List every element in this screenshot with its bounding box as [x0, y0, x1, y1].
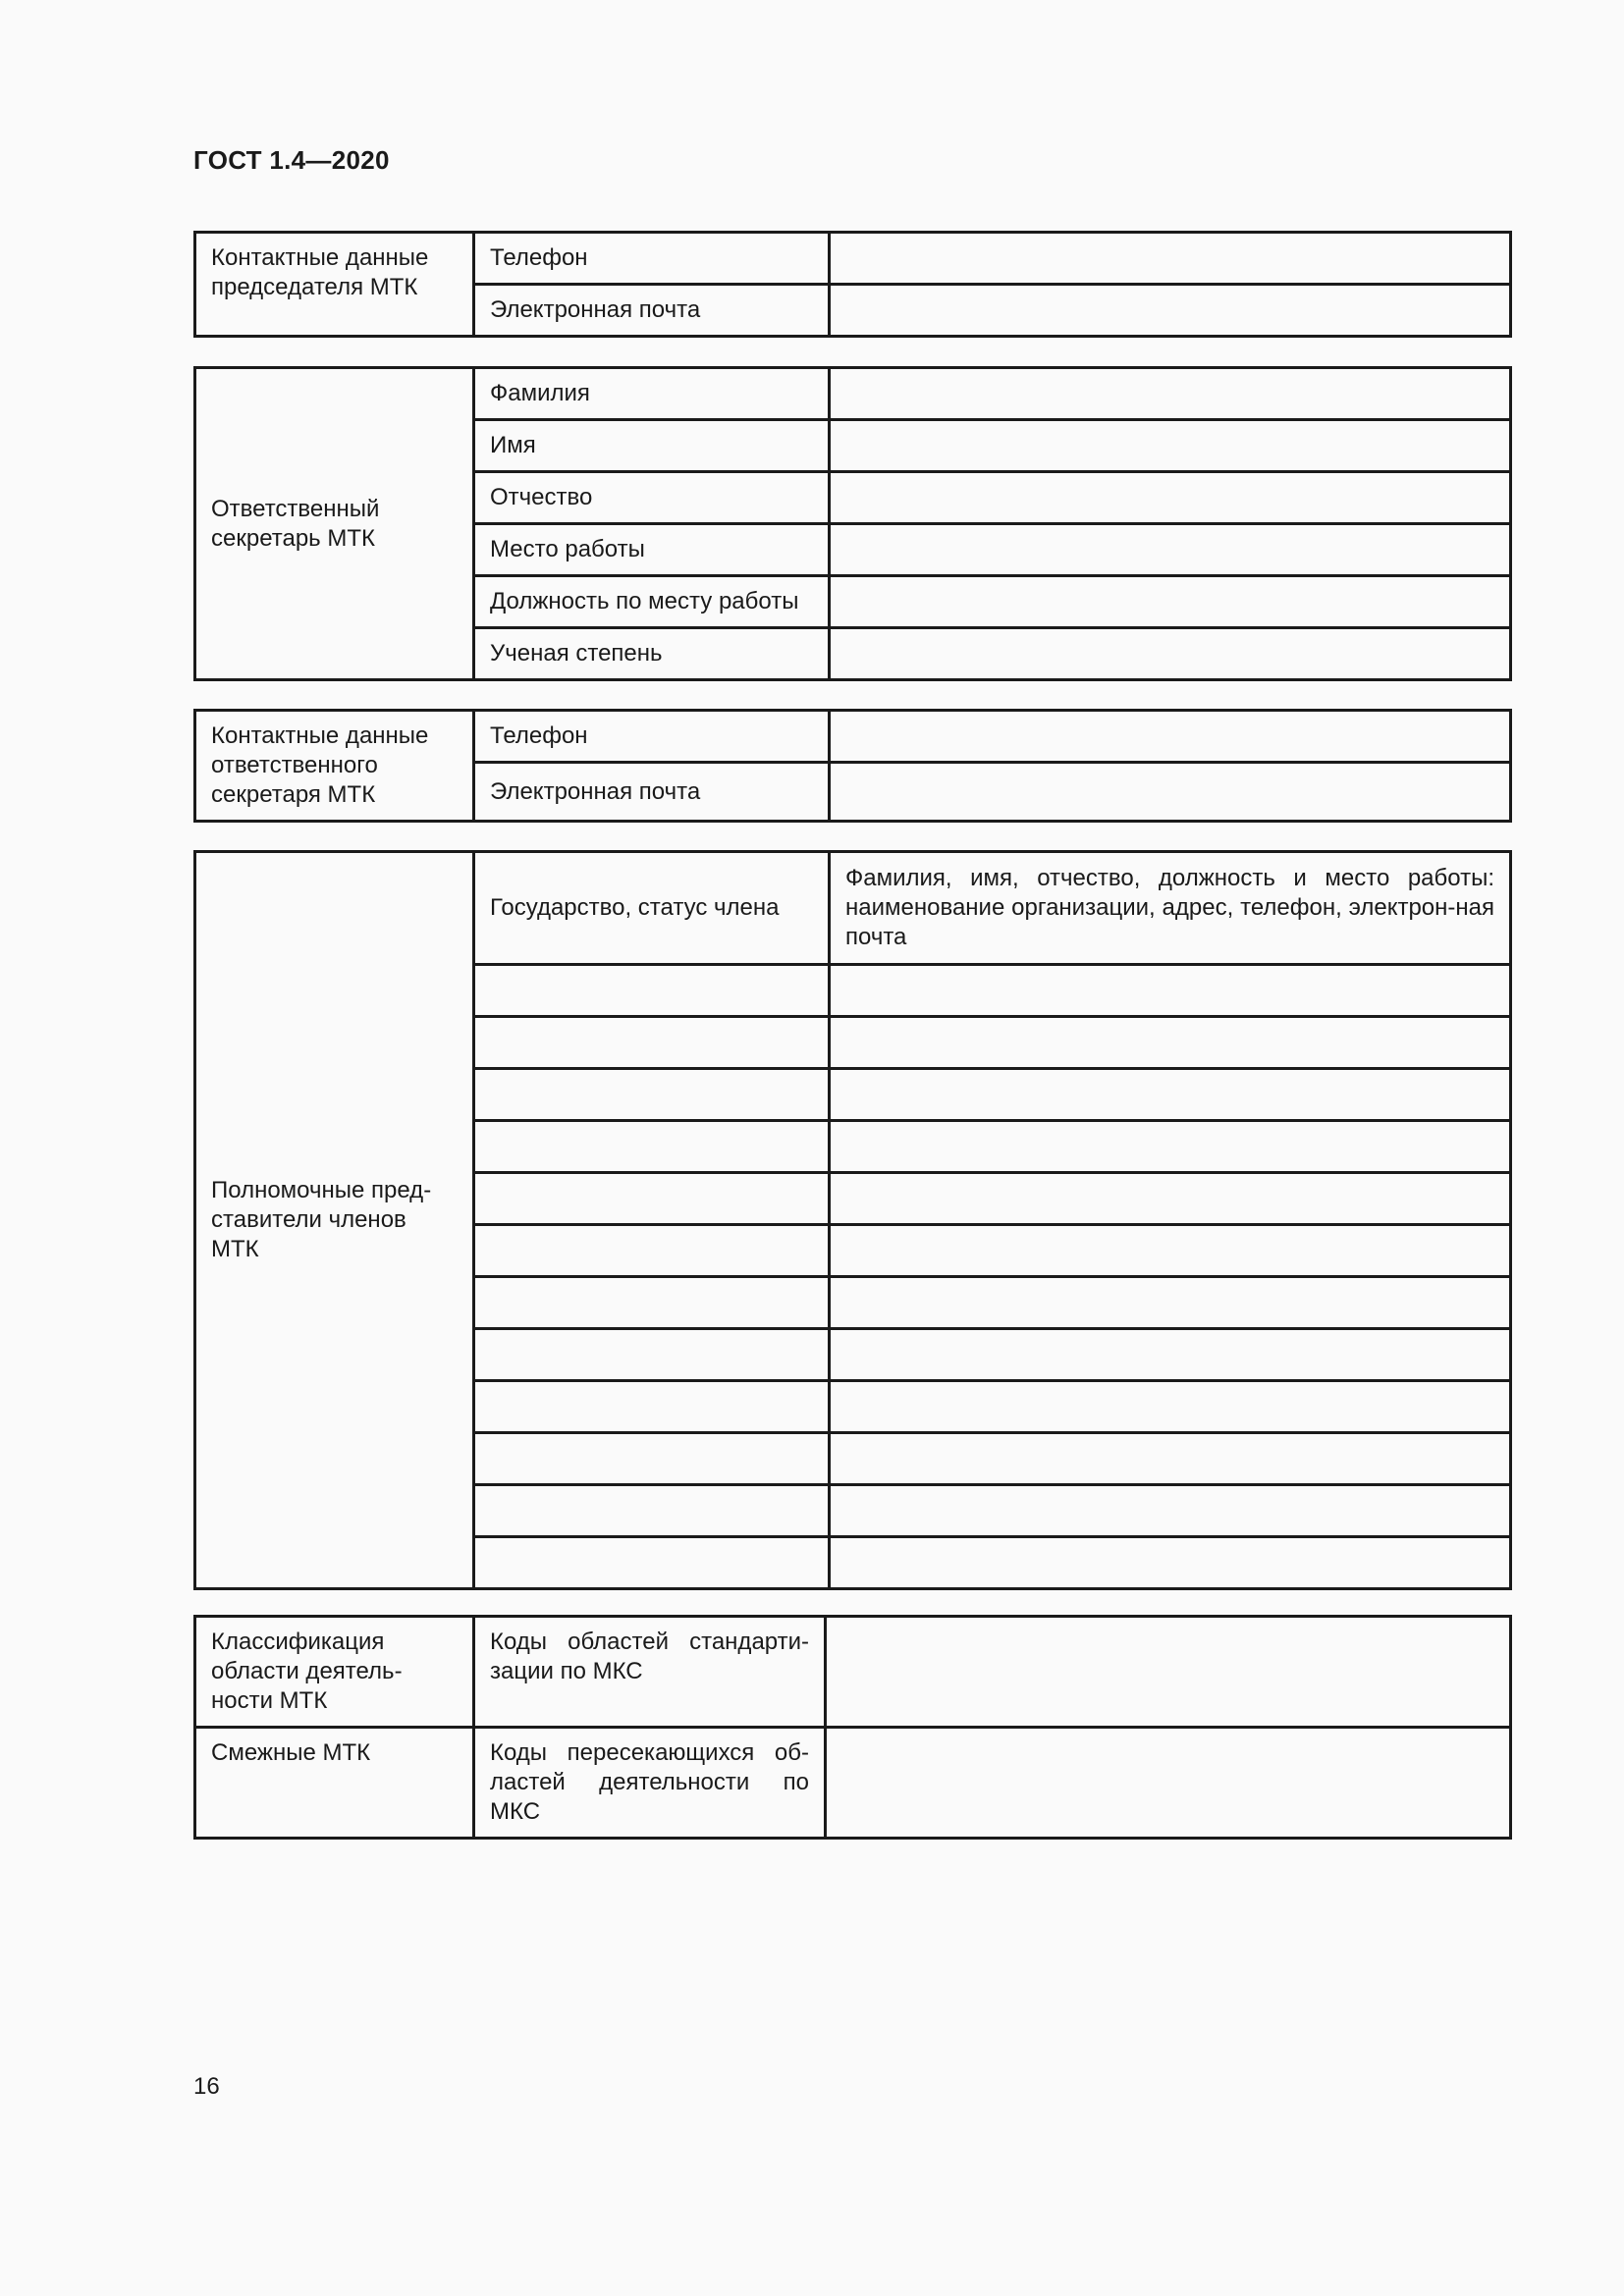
member-person-cell[interactable]: [830, 1225, 1511, 1277]
chairman-contacts-label: Контактные данные председателя МТК: [195, 233, 474, 337]
adjacent-tc-label: Смежные МТК: [195, 1728, 474, 1839]
field-label-name: Имя: [474, 420, 830, 472]
member-person-cell[interactable]: [830, 1277, 1511, 1329]
members-table: [193, 850, 1512, 1590]
member-state-cell[interactable]: [474, 965, 830, 1017]
member-person-cell[interactable]: [830, 1433, 1511, 1485]
member-person-cell[interactable]: [830, 1329, 1511, 1381]
value-cell-email[interactable]: [830, 285, 1511, 337]
field-label-degree: Ученая степень: [474, 628, 830, 680]
classification-table: [193, 1615, 1512, 1840]
member-state-cell[interactable]: [474, 1225, 830, 1277]
member-state-cell[interactable]: [474, 1433, 830, 1485]
member-person-cell[interactable]: [830, 1017, 1511, 1069]
value-cell-name[interactable]: [830, 420, 1511, 472]
field-label-surname: Фамилия: [474, 368, 830, 420]
value-cell-workplace[interactable]: [830, 524, 1511, 576]
member-person-cell[interactable]: [830, 1121, 1511, 1173]
value-cell-email[interactable]: [830, 763, 1511, 822]
column-header-state: Государство, статус члена: [474, 852, 830, 965]
member-state-cell[interactable]: [474, 1537, 830, 1589]
member-person-cell[interactable]: [830, 1173, 1511, 1225]
field-label-email: Электронная почта: [474, 763, 830, 822]
value-cell-phone[interactable]: [830, 711, 1511, 763]
value-cell-position[interactable]: [830, 576, 1511, 628]
document-header: ГОСТ 1.4—2020: [193, 145, 390, 175]
page-number: 16: [193, 2073, 220, 2100]
members-label: Полномочные пред-ставители членов МТК: [195, 852, 474, 1589]
member-state-cell[interactable]: [474, 1069, 830, 1121]
field-label-email: Электронная почта: [474, 285, 830, 337]
member-person-cell[interactable]: [830, 1069, 1511, 1121]
member-state-cell[interactable]: [474, 1329, 830, 1381]
field-label-mks-codes: Коды областей стандарти-зации по МКС: [474, 1617, 826, 1728]
field-label-phone: Телефон: [474, 711, 830, 763]
member-state-cell[interactable]: [474, 1173, 830, 1225]
field-label-workplace: Место работы: [474, 524, 830, 576]
value-cell-degree[interactable]: [830, 628, 1511, 680]
chairman-contacts-table: [193, 231, 1512, 338]
member-state-cell[interactable]: [474, 1121, 830, 1173]
field-label-position: Должность по месту работы: [474, 576, 830, 628]
value-cell-patronymic[interactable]: [830, 472, 1511, 524]
value-cell-overlap-codes[interactable]: [826, 1728, 1511, 1839]
value-cell-mks-codes[interactable]: [826, 1617, 1511, 1728]
field-label-patronymic: Отчество: [474, 472, 830, 524]
value-cell-surname[interactable]: [830, 368, 1511, 420]
member-state-cell[interactable]: [474, 1485, 830, 1537]
column-header-person: Фамилия, имя, отчество, должность и место работы: наименование организации, адрес, телефон, электрон-ная почта: [830, 852, 1511, 965]
field-label-phone: Телефон: [474, 233, 830, 285]
member-state-cell[interactable]: [474, 1017, 830, 1069]
member-person-cell[interactable]: [830, 1381, 1511, 1433]
secretary-table: [193, 366, 1512, 681]
field-label-overlap-codes: Коды пересекающихся об-ластей деятельности по МКС: [474, 1728, 826, 1839]
member-person-cell[interactable]: [830, 965, 1511, 1017]
secretary-contacts-table: [193, 709, 1512, 823]
value-cell-phone[interactable]: [830, 233, 1511, 285]
member-state-cell[interactable]: [474, 1381, 830, 1433]
member-person-cell[interactable]: [830, 1537, 1511, 1589]
classification-label: Классификация области деятель-ности МТК: [195, 1617, 474, 1728]
secretary-label: Ответственный секретарь МТК: [195, 368, 474, 680]
member-state-cell[interactable]: [474, 1277, 830, 1329]
member-person-cell[interactable]: [830, 1485, 1511, 1537]
secretary-contacts-label: Контактные данные ответственного секретаря МТК: [195, 711, 474, 822]
